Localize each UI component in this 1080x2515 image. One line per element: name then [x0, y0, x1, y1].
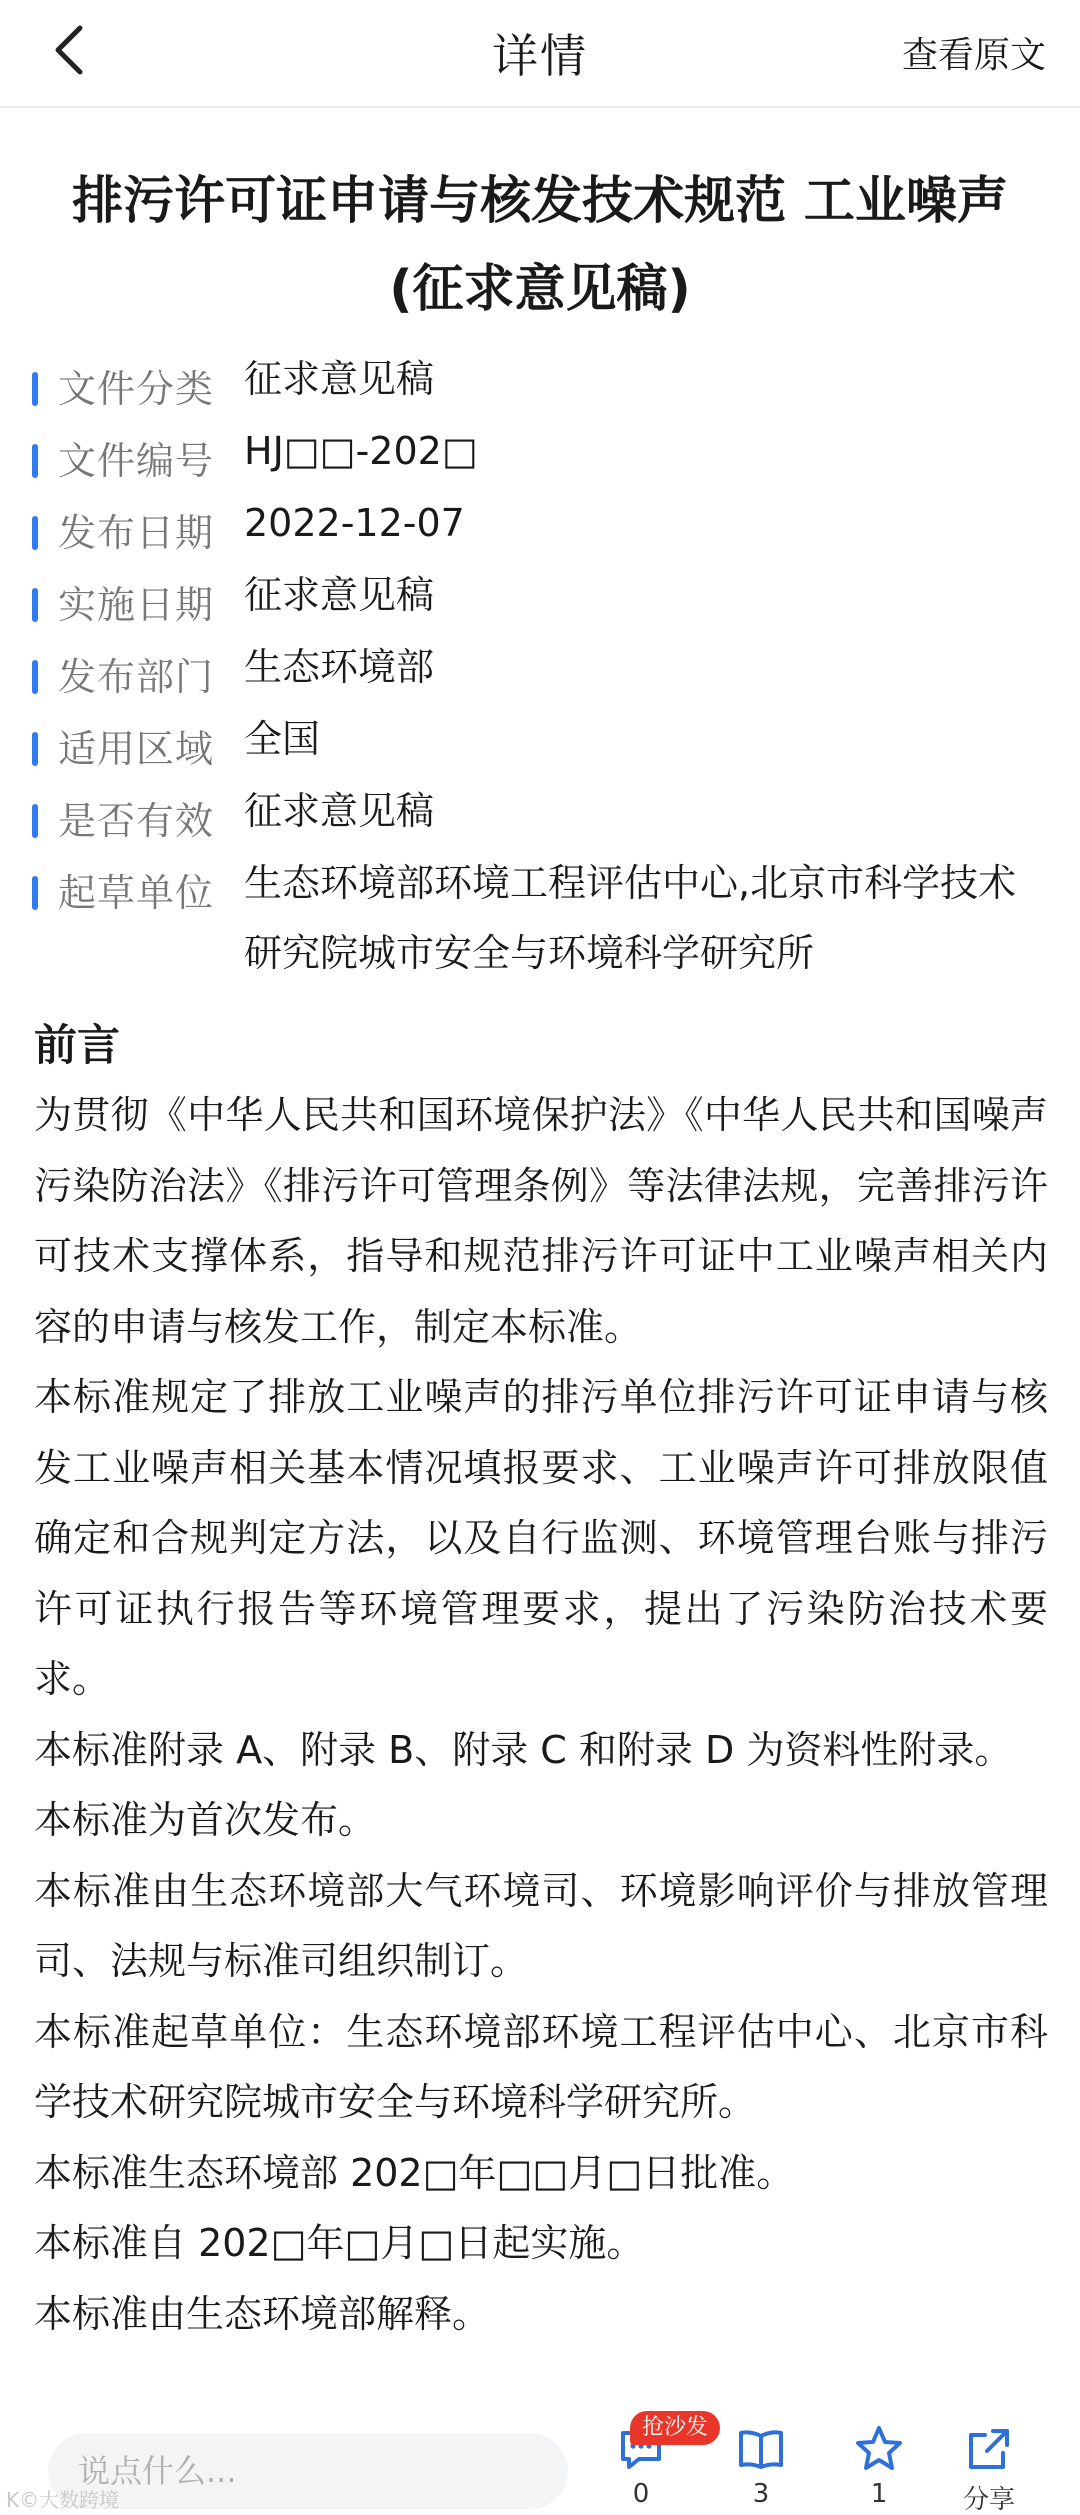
share-label: 分享	[962, 2485, 1015, 2515]
meta-row-drafting-unit	[32, 856, 1052, 996]
header-title: 详情	[492, 29, 588, 83]
paragraph: 本标准为首次发布。	[34, 1798, 377, 1842]
meta-label: 发布日期	[58, 511, 215, 555]
grab-sofa-badge: 抢沙发	[630, 2411, 720, 2445]
meta-label: 发布部门	[58, 655, 215, 699]
paragraph: 为贯彻《中华人民共和国环境保护法》《中华人民共和国噪声污染防治法》《排污许可管理条例》等法律法规，完善排污许可技术支撑体系，指导和规范排污许可证中工业噪声相关内容的申请与核发工作，制定本标准。	[34, 1093, 1048, 1349]
meta-label: 实施日期	[58, 583, 215, 627]
meta-value: HJ□□-202□	[244, 429, 478, 473]
meta-value: 征求意见稿	[244, 573, 435, 617]
document-meta	[32, 352, 1052, 996]
meta-label: 是否有效	[58, 799, 215, 843]
preface-heading: 前言	[34, 1021, 120, 1071]
meta-value: 征求意见稿	[244, 357, 435, 401]
paragraph: 本标准附录 A、附录 B、附录 C 和附录 D 为资料性附录。	[34, 1727, 1013, 1772]
paragraph: 本标准自 202□年□月□日起实施。	[34, 2221, 645, 2265]
paragraph: 本标准规定了排放工业噪声的排污单位排污许可证申请与核发工业噪声相关基本情况填报要求、工业噪声许可排放限值确定和合规判定方法，以及自行监测、环境管理台账与排污许可证执行报告等环境管理要求，提出了污染防治技术要求。	[34, 1375, 1048, 1701]
meta-row-number	[32, 424, 1052, 496]
comment-count: 0	[632, 2479, 650, 2509]
paragraph: 本标准生态环境部 202□年□□月□日批准。	[34, 2150, 795, 2195]
book-icon	[735, 2423, 787, 2475]
meta-value: 生态环境部环境工程评估中心,北京市科学技术研究院城市安全与环境科学研究所	[244, 861, 1017, 975]
bottom-action-bar	[0, 2405, 1080, 2515]
meta-accent-bar	[32, 372, 38, 406]
meta-accent-bar	[32, 732, 38, 766]
paragraph: 本标准起草单位：生态环境部环境工程评估中心、北京市科学技术研究院城市安全与环境科学研究所。	[34, 2009, 1048, 2124]
meta-label: 文件编号	[58, 439, 215, 483]
meta-row-region	[32, 712, 1052, 784]
meta-accent-bar	[32, 444, 38, 478]
star-icon	[853, 2423, 905, 2475]
document-title-line1: 排污许可证申请与核发技术规范 工业噪声	[72, 172, 1008, 231]
share-icon	[963, 2423, 1015, 2475]
meta-accent-bar	[32, 876, 38, 910]
meta-row-publish-date	[32, 496, 1052, 568]
meta-label: 适用区域	[58, 727, 215, 771]
share-button[interactable]	[944, 2423, 1034, 2515]
meta-value: 2022-12-07	[244, 501, 465, 545]
meta-row-validity	[32, 784, 1052, 856]
paragraph: 本标准由生态环境部解释。	[34, 2291, 491, 2336]
meta-row-department	[32, 640, 1052, 712]
read-button[interactable]	[716, 2423, 806, 2509]
meta-value: 征求意见稿	[244, 789, 435, 833]
meta-accent-bar	[32, 660, 38, 694]
meta-label: 起草单位	[58, 871, 215, 915]
meta-accent-bar	[32, 804, 38, 838]
meta-label: 文件分类	[58, 367, 215, 411]
preface-body	[34, 1080, 1048, 2349]
header	[0, 0, 1080, 108]
meta-value: 全国	[244, 717, 321, 761]
paragraph: 本标准由生态环境部大气环境司、环境影响评价与排放管理司、法规与标准司组织制订。	[34, 1868, 1048, 1983]
watermark: K©大数跨境	[6, 2488, 120, 2512]
meta-accent-bar	[32, 516, 38, 550]
document-title-line2: (征求意见稿)	[389, 260, 691, 319]
read-count: 3	[752, 2479, 770, 2509]
document-title	[30, 158, 1050, 334]
meta-row-category	[32, 352, 1052, 424]
view-original-button[interactable]: 查看原文	[901, 35, 1046, 76]
favorite-button[interactable]	[834, 2423, 924, 2509]
comment-input[interactable]	[48, 2433, 568, 2509]
favorite-count: 1	[870, 2479, 888, 2509]
meta-accent-bar	[32, 588, 38, 622]
meta-row-effective-date	[32, 568, 1052, 640]
meta-value: 生态环境部	[244, 645, 435, 689]
